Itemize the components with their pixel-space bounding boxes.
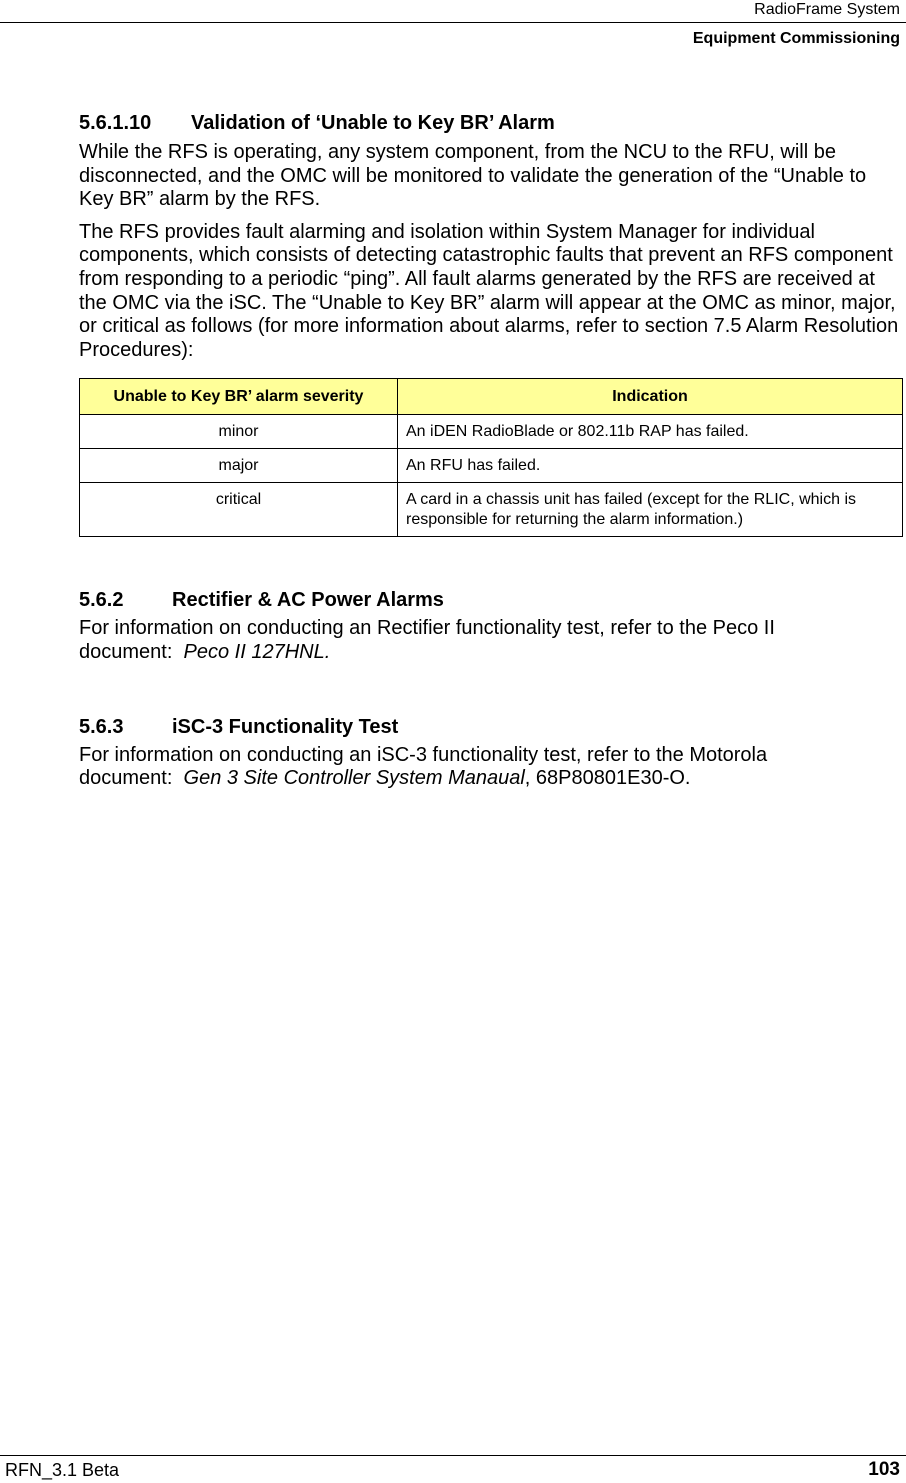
section-number: 5.6.2	[79, 589, 124, 612]
table-row	[80, 483, 903, 537]
document-number: , 68P80801E30-O.	[524, 767, 691, 790]
indication-cell: An RFU has failed.	[398, 449, 903, 483]
body-text: For information on conducting an Rectifier functionality test, refer to the Peco II document:	[79, 617, 775, 663]
column-header-indication: Indication	[398, 379, 903, 415]
footer-document-id: RFN_3.1 Beta	[5, 1460, 120, 1480]
indication-cell: An iDEN RadioBlade or 802.11b RAP has failed.	[398, 415, 903, 449]
paragraph-fault-alarming: The RFS provides fault alarming and isolation within System Manager for individual components, which consists of detecting catastrophic faults that prevent an RFS component from responding to a periodic “ping”. All fault alarms generated by the RFS are received at the OMC via the iSC. The “Unable to Key BR” alarm will appear at the OMC as minor, major, or critical as follows (for more information about alarms, refer to section 7.5 Alarm Resolution Procedures):	[79, 220, 899, 361]
column-header-severity: Unable to Key BR’ alarm severity	[80, 379, 398, 415]
alarm-severity-table	[79, 378, 903, 537]
header-section-name: Equipment Commissioning	[692, 30, 900, 47]
document-reference: Gen 3 Site Controller System Manaual	[183, 767, 525, 790]
document-reference: Peco II 127HNL.	[183, 640, 331, 663]
table-row	[80, 415, 903, 449]
body-text: For information on conducting an iSC-3 functionality test, refer to the Motorola document:	[79, 743, 768, 790]
severity-cell: minor	[80, 415, 398, 449]
page-content	[79, 111, 903, 791]
paragraph-isc3-info	[79, 744, 903, 791]
section-heading-5-6-2	[79, 588, 903, 612]
header-system-name: RadioFrame System	[754, 1, 900, 18]
section-title: Rectifier & AC Power Alarms	[172, 589, 444, 612]
severity-cell: critical	[80, 483, 398, 537]
paragraph-validation-intro: While the RFS is operating, any system component, from the NCU to the RFU, will be disconnected, and the OMC will be monitored to validate the generation of the “Unable to Key BR” alarm by the RFS.	[79, 141, 867, 211]
header-rule	[0, 22, 906, 23]
section-title: Validation of ‘Unable to Key BR’ Alarm	[191, 112, 555, 134]
paragraph-rectifier-info	[79, 617, 903, 664]
indication-cell: A card in a chassis unit has failed (except for the RLIC, which is responsible for returning the alarm information.)	[398, 483, 903, 537]
section-number: 5.6.1.10	[79, 112, 152, 134]
severity-cell: major	[80, 449, 398, 483]
footer-rule	[0, 1455, 906, 1456]
table-header-row	[80, 379, 903, 415]
table-row	[80, 449, 903, 483]
section-heading-5-6-3	[79, 715, 903, 739]
footer-page-number: 103	[868, 1459, 900, 1480]
section-title: iSC-3 Functionality Test	[172, 715, 399, 738]
section-number: 5.6.3	[79, 715, 124, 738]
section-heading-5-6-1-10	[79, 111, 903, 135]
